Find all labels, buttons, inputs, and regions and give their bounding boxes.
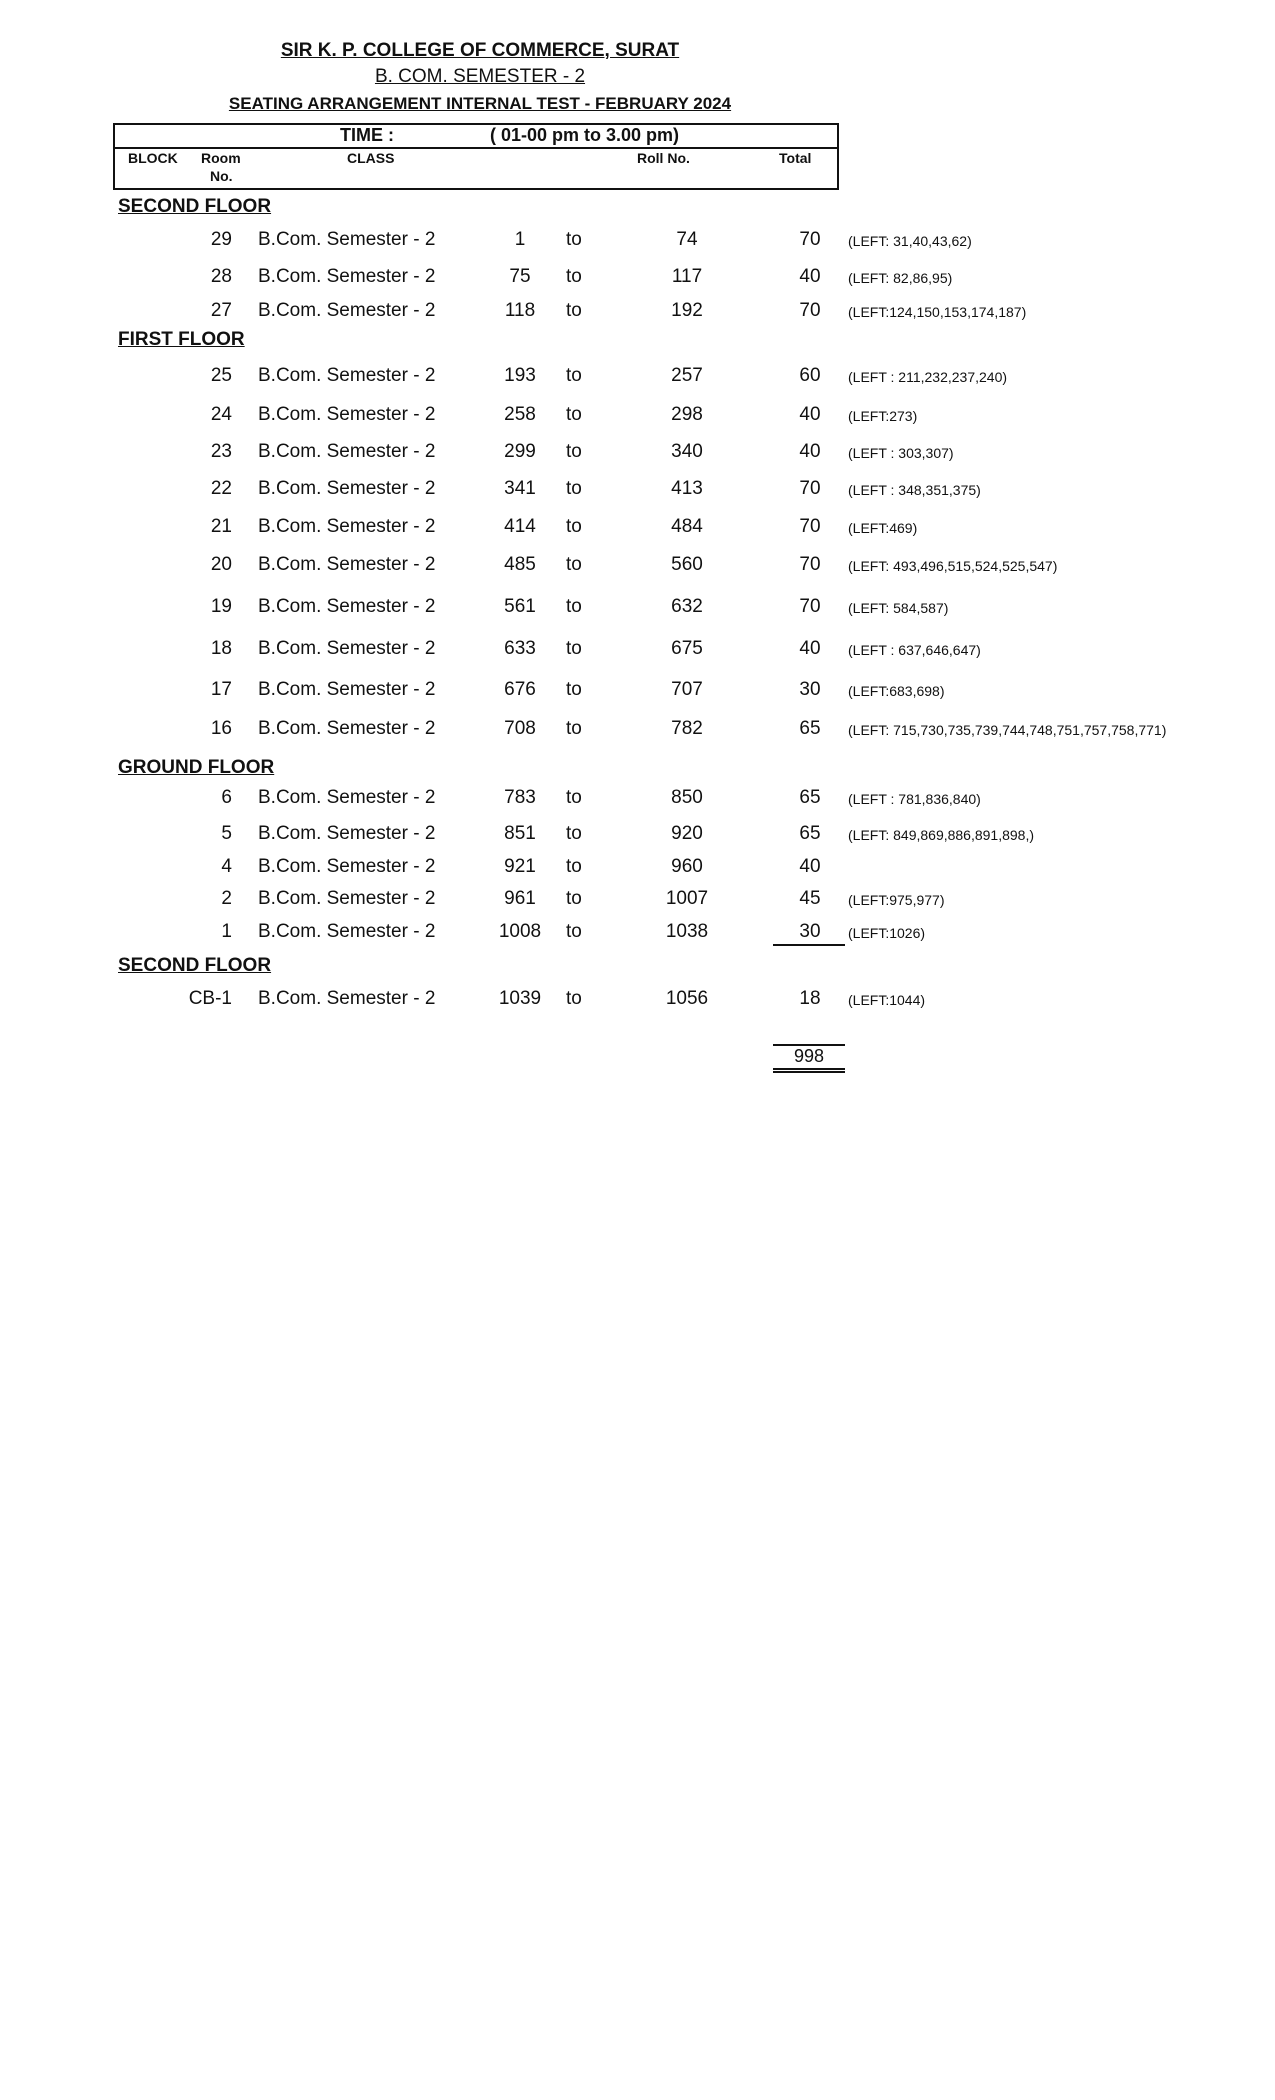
to-label: to <box>566 679 582 700</box>
table-row <box>0 229 1275 253</box>
roll-to: 340 <box>671 441 703 462</box>
class-name: B.Com. Semester - 2 <box>258 300 436 321</box>
table-row <box>0 478 1275 502</box>
class-name: B.Com. Semester - 2 <box>258 988 436 1009</box>
roll-from: 1039 <box>498 988 542 1009</box>
row-total: 65 <box>799 823 821 844</box>
room-number: 4 <box>221 856 232 877</box>
roll-to: 960 <box>671 856 703 877</box>
table-row <box>0 679 1275 703</box>
floor-heading: SECOND FLOOR <box>118 955 272 976</box>
row-total: 70 <box>799 516 821 537</box>
class-name: B.Com. Semester - 2 <box>258 718 436 739</box>
row-total: 65 <box>799 787 821 808</box>
class-name: B.Com. Semester - 2 <box>258 229 436 250</box>
header-divider <box>115 147 837 149</box>
roll-to: 1056 <box>665 988 709 1009</box>
to-label: to <box>566 478 582 499</box>
room-number: 27 <box>210 300 232 321</box>
table-row <box>0 516 1275 540</box>
roll-to: 1038 <box>665 921 709 942</box>
table-row <box>0 404 1275 428</box>
roll-to: 707 <box>671 679 703 700</box>
col-block: BLOCK <box>128 150 178 166</box>
table-header-box <box>113 123 839 190</box>
table-row <box>0 266 1275 290</box>
roll-from: 193 <box>504 365 536 386</box>
to-label: to <box>566 596 582 617</box>
left-students-note: (LEFT: 584,587) <box>848 600 949 616</box>
to-label: to <box>566 921 582 942</box>
left-students-note: (LEFT:469) <box>848 520 918 536</box>
row-total: 70 <box>799 300 821 321</box>
roll-from: 783 <box>504 787 536 808</box>
table-row <box>0 823 1275 847</box>
roll-to: 192 <box>671 300 703 321</box>
row-total: 40 <box>799 266 821 287</box>
room-number: 17 <box>210 679 232 700</box>
roll-from: 1 <box>514 229 526 250</box>
left-students-note: (LEFT: 82,86,95) <box>848 270 953 286</box>
col-room-no: No. <box>210 168 233 184</box>
roll-to: 920 <box>671 823 703 844</box>
class-name: B.Com. Semester - 2 <box>258 856 436 877</box>
roll-to: 257 <box>671 365 703 386</box>
to-label: to <box>566 888 582 909</box>
to-label: to <box>566 229 582 250</box>
left-students-note: (LEFT:273) <box>848 408 918 424</box>
row-total: 40 <box>799 441 821 462</box>
roll-to: 782 <box>671 718 703 739</box>
room-number: 20 <box>210 554 232 575</box>
table-row <box>0 441 1275 465</box>
row-total: 70 <box>799 229 821 250</box>
row-total: 70 <box>799 478 821 499</box>
left-students-note: (LEFT : 348,351,375) <box>848 482 981 498</box>
left-students-note: (LEFT: 715,730,735,739,744,748,751,757,758,771) <box>848 722 1167 738</box>
time-value: ( 01-00 pm to 3.00 pm) <box>490 125 680 145</box>
roll-from: 851 <box>504 823 536 844</box>
subtotal-underline <box>773 944 845 946</box>
roll-to: 1007 <box>665 888 709 909</box>
row-total: 18 <box>799 988 821 1009</box>
room-number: 23 <box>210 441 232 462</box>
semester-subtitle: B. COM. SEMESTER - 2 <box>374 66 586 87</box>
to-label: to <box>566 365 582 386</box>
roll-from: 921 <box>504 856 536 877</box>
grand-total-underline-1 <box>773 1068 845 1070</box>
roll-from: 485 <box>504 554 536 575</box>
room-number: 5 <box>221 823 232 844</box>
row-total: 70 <box>799 596 821 617</box>
class-name: B.Com. Semester - 2 <box>258 554 436 575</box>
roll-from: 299 <box>504 441 536 462</box>
roll-to: 298 <box>671 404 703 425</box>
room-number: 22 <box>210 478 232 499</box>
table-row <box>0 888 1275 912</box>
table-row <box>0 988 1275 1012</box>
roll-from: 75 <box>509 266 531 287</box>
exam-title: SEATING ARRANGEMENT INTERNAL TEST - FEBRUARY 2024 <box>228 94 732 113</box>
roll-from: 1008 <box>498 921 542 942</box>
room-number: 2 <box>221 888 232 909</box>
floor-heading: SECOND FLOOR <box>118 196 272 217</box>
roll-to: 413 <box>671 478 703 499</box>
floor-heading: FIRST FLOOR <box>118 329 245 350</box>
table-row <box>0 787 1275 811</box>
to-label: to <box>566 554 582 575</box>
grand-total: 998 <box>793 1046 825 1066</box>
col-room: Room <box>201 150 241 166</box>
row-total: 60 <box>799 365 821 386</box>
left-students-note: (LEFT : 781,836,840) <box>848 791 981 807</box>
left-students-note: (LEFT : 303,307) <box>848 445 954 461</box>
room-number: 16 <box>210 718 232 739</box>
to-label: to <box>566 988 582 1009</box>
to-label: to <box>566 787 582 808</box>
row-total: 70 <box>799 554 821 575</box>
col-total: Total <box>779 150 812 166</box>
roll-to: 632 <box>671 596 703 617</box>
room-number: 6 <box>221 787 232 808</box>
left-students-note: (LEFT:124,150,153,174,187) <box>848 304 1027 320</box>
left-students-note: (LEFT:1044) <box>848 992 926 1008</box>
row-total: 40 <box>799 638 821 659</box>
roll-from: 961 <box>504 888 536 909</box>
class-name: B.Com. Semester - 2 <box>258 478 436 499</box>
class-name: B.Com. Semester - 2 <box>258 823 436 844</box>
table-row <box>0 638 1275 662</box>
left-students-note: (LEFT: 493,496,515,524,525,547) <box>848 558 1058 574</box>
roll-to: 560 <box>671 554 703 575</box>
class-name: B.Com. Semester - 2 <box>258 365 436 386</box>
roll-from: 676 <box>504 679 536 700</box>
room-number: 19 <box>210 596 232 617</box>
room-number: 29 <box>210 229 232 250</box>
table-row <box>0 300 1275 324</box>
college-title: SIR K. P. COLLEGE OF COMMERCE, SURAT <box>280 40 680 61</box>
floor-heading: GROUND FLOOR <box>118 757 275 778</box>
class-name: B.Com. Semester - 2 <box>258 679 436 700</box>
roll-from: 708 <box>504 718 536 739</box>
roll-to: 675 <box>671 638 703 659</box>
roll-to: 117 <box>671 266 703 287</box>
roll-to: 850 <box>671 787 703 808</box>
roll-from: 258 <box>504 404 536 425</box>
table-row <box>0 856 1275 880</box>
class-name: B.Com. Semester - 2 <box>258 638 436 659</box>
class-name: B.Com. Semester - 2 <box>258 596 436 617</box>
left-students-note: (LEFT:683,698) <box>848 683 945 699</box>
grand-total-underline-2 <box>773 1071 845 1073</box>
left-students-note: (LEFT : 211,232,237,240) <box>848 369 1008 385</box>
roll-from: 561 <box>504 596 536 617</box>
roll-to: 74 <box>676 229 698 250</box>
to-label: to <box>566 823 582 844</box>
room-number: 28 <box>210 266 232 287</box>
roll-from: 118 <box>504 300 536 321</box>
class-name: B.Com. Semester - 2 <box>258 404 436 425</box>
room-number: 25 <box>210 365 232 386</box>
to-label: to <box>566 441 582 462</box>
room-number: 21 <box>210 516 232 537</box>
to-label: to <box>566 300 582 321</box>
to-label: to <box>566 638 582 659</box>
left-students-note: (LEFT : 637,646,647) <box>848 642 981 658</box>
to-label: to <box>566 404 582 425</box>
room-number: CB-1 <box>188 988 232 1009</box>
class-name: B.Com. Semester - 2 <box>258 787 436 808</box>
left-students-note: (LEFT:975,977) <box>848 892 945 908</box>
to-label: to <box>566 718 582 739</box>
to-label: to <box>566 856 582 877</box>
left-students-note: (LEFT: 849,869,886,891,898,) <box>848 827 1035 843</box>
row-total: 30 <box>799 679 821 700</box>
roll-from: 633 <box>504 638 536 659</box>
class-name: B.Com. Semester - 2 <box>258 516 436 537</box>
time-label: TIME : <box>340 125 394 145</box>
to-label: to <box>566 516 582 537</box>
table-row <box>0 554 1275 578</box>
table-row <box>0 596 1275 620</box>
col-roll-no: Roll No. <box>637 150 690 166</box>
left-students-note: (LEFT: 31,40,43,62) <box>848 233 972 249</box>
row-total: 30 <box>799 921 821 942</box>
room-number: 24 <box>210 404 232 425</box>
class-name: B.Com. Semester - 2 <box>258 888 436 909</box>
left-students-note: (LEFT:1026) <box>848 925 926 941</box>
table-row <box>0 921 1275 945</box>
row-total: 65 <box>799 718 821 739</box>
to-label: to <box>566 266 582 287</box>
class-name: B.Com. Semester - 2 <box>258 266 436 287</box>
row-total: 45 <box>799 888 821 909</box>
table-row <box>0 718 1275 742</box>
room-number: 1 <box>221 921 232 942</box>
class-name: B.Com. Semester - 2 <box>258 441 436 462</box>
row-total: 40 <box>799 404 821 425</box>
row-total: 40 <box>799 856 821 877</box>
class-name: B.Com. Semester - 2 <box>258 921 436 942</box>
table-row <box>0 365 1275 389</box>
col-class: CLASS <box>347 150 395 166</box>
roll-from: 414 <box>504 516 536 537</box>
roll-from: 341 <box>504 478 536 499</box>
room-number: 18 <box>210 638 232 659</box>
roll-to: 484 <box>671 516 703 537</box>
